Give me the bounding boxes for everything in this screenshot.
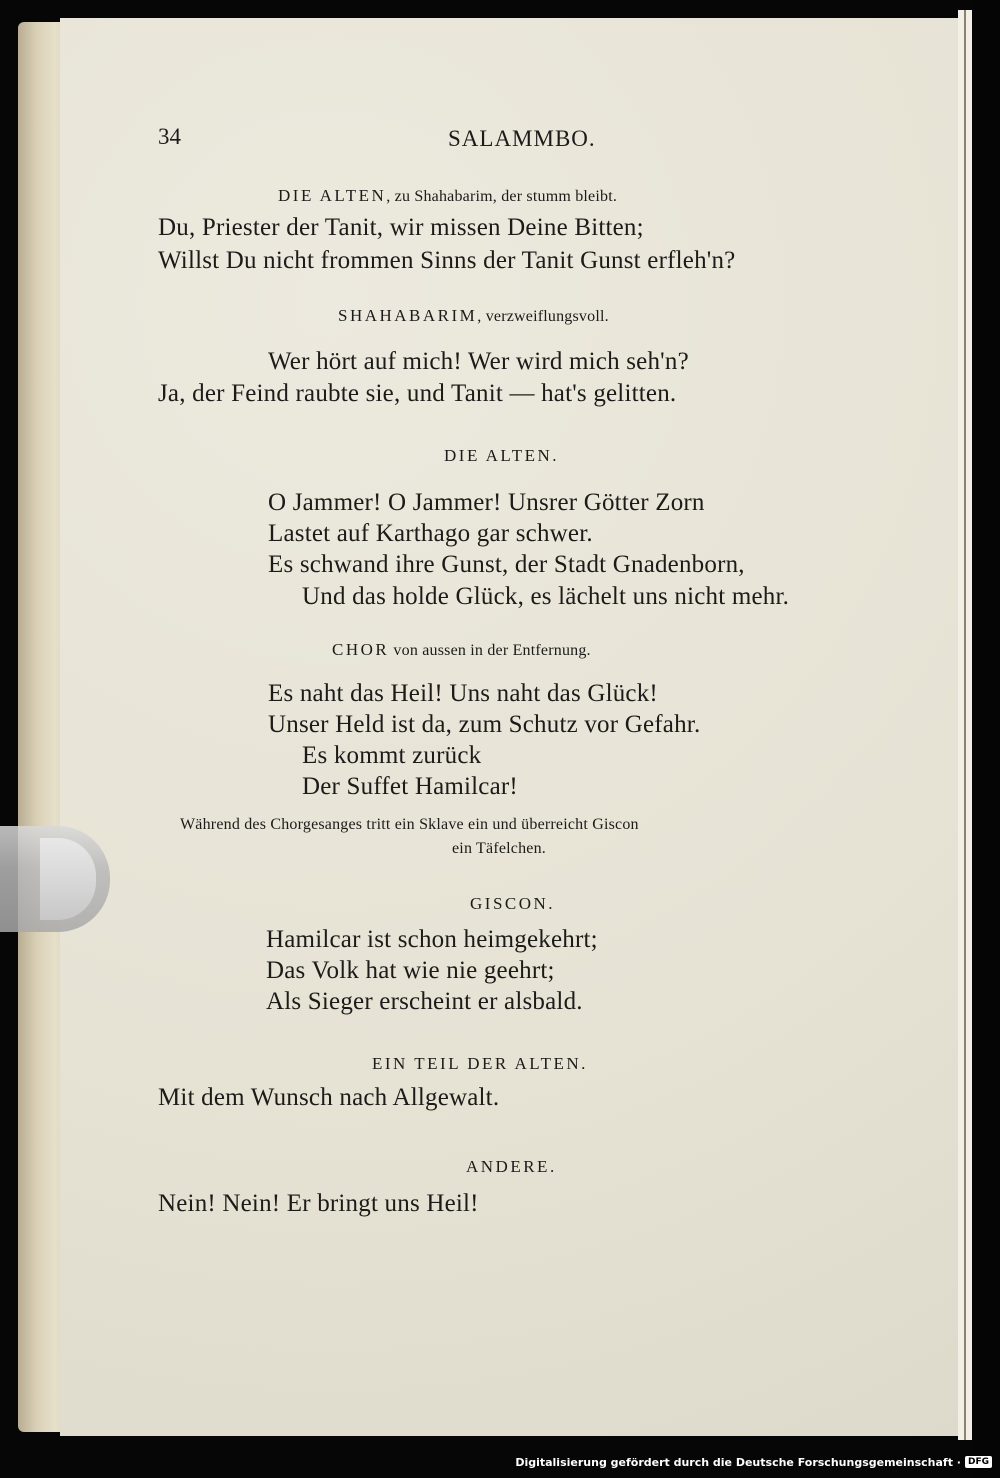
- verse-line: Das Volk hat wie nie geehrt;: [266, 957, 555, 984]
- speaker-heading: [332, 640, 591, 660]
- verse-line: Es kommt zurück: [302, 742, 482, 769]
- speaker-name: DIE ALTEN: [278, 186, 387, 205]
- speaker-heading: [338, 306, 609, 326]
- verse-line: Mit dem Wunsch nach Allgewalt.: [158, 1084, 500, 1111]
- speaker-heading: EIN TEIL DER ALTEN.: [372, 1054, 588, 1073]
- verse-line: Hamilcar ist schon heimgekehrt;: [266, 926, 598, 953]
- verse-line: Willst Du nicht frommen Sinns der Tanit Gunst erfleh'n?: [158, 247, 736, 274]
- verse-line: Du, Priester der Tanit, wir missen Deine Bitten;: [158, 214, 644, 241]
- verse-line: Es schwand ihre Gunst, der Stadt Gnadenborn,: [268, 551, 745, 578]
- digitization-credit: [515, 1452, 992, 1472]
- speaker-heading: DIE ALTEN.: [444, 446, 560, 465]
- binding-thread: [958, 10, 972, 1440]
- verse-line: Unser Held ist da, zum Schutz vor Gefahr.: [268, 711, 701, 738]
- running-title: SALAMMBO.: [448, 126, 596, 151]
- speaker-name: CHOR: [332, 640, 390, 659]
- speaker-name: SHAHABARIM: [338, 306, 478, 325]
- stage-direction: , zu Shahabarim, der stumm bleibt.: [386, 188, 618, 205]
- speaker-heading: GISCON.: [470, 894, 556, 913]
- verse-line: Nein! Nein! Er bringt uns Heil!: [158, 1190, 479, 1217]
- stage-direction: , verzweiflungsvoll.: [477, 308, 609, 325]
- verse-line: Es naht das Heil! Uns naht das Glück!: [268, 680, 658, 707]
- verse-line: Als Sieger erscheint er alsbald.: [266, 988, 583, 1015]
- page-number: 34: [158, 124, 181, 149]
- speaker-heading: [278, 186, 617, 206]
- stage-direction: Während des Chorgesanges tritt ein Sklave ein und überreicht Giscon: [180, 816, 639, 833]
- speaker-heading: ANDERE.: [466, 1157, 557, 1176]
- spine-shadow: [972, 0, 1000, 1478]
- verse-line: Ja, der Feind raubte sie, und Tanit — hat's gelitten.: [158, 380, 677, 407]
- verse-line: Der Suffet Hamilcar!: [302, 773, 518, 800]
- dfg-logo: DFG: [965, 1456, 992, 1468]
- verse-line: Lastet auf Karthago gar schwer.: [268, 520, 593, 547]
- credit-text: Digitalisierung gefördert durch die Deutsche Forschungsgemeinschaft ·: [515, 1455, 961, 1469]
- verse-line: Und das holde Glück, es lächelt uns nicht mehr.: [302, 583, 790, 610]
- stage-direction: von aussen in der Entfernung.: [389, 642, 591, 659]
- verse-line: Wer hört auf mich! Wer wird mich seh'n?: [268, 348, 689, 375]
- verse-line: O Jammer! O Jammer! Unsrer Götter Zorn: [268, 489, 705, 516]
- stage-direction: ein Täfelchen.: [452, 840, 547, 857]
